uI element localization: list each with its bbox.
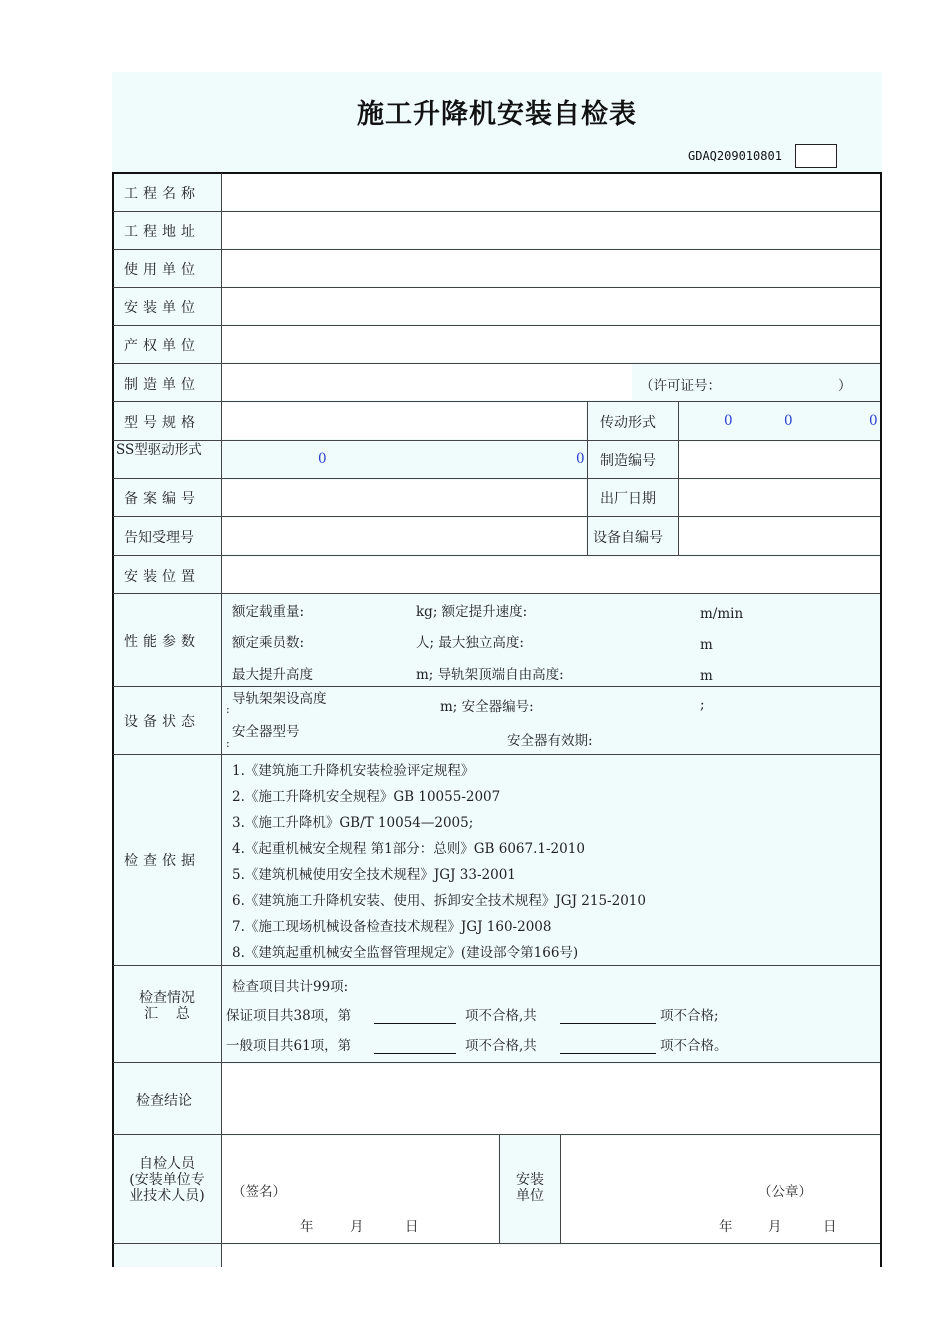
label-inspector-2: (安装单位专 <box>129 1172 205 1188</box>
guarantee-mid: 项不合格,共 <box>465 1008 537 1024</box>
manufacturer-value[interactable] <box>222 364 632 400</box>
label-install-position: 安装位置 <box>124 569 200 585</box>
label-user-unit: 使用单位 <box>124 262 200 278</box>
guide-free-label: m; 导轨架顶端自由高度: <box>416 667 564 683</box>
basis-item: 5.《建筑机械使用安全技术规程》JGJ 33-2001 <box>232 867 516 883</box>
guarantee-fail-no-field[interactable] <box>374 1023 456 1024</box>
guarantee-end: 项不合格; <box>660 1008 719 1024</box>
label-conclusion: 检查结论 <box>136 1093 192 1109</box>
row-divider <box>113 686 880 687</box>
row-divider <box>113 555 880 556</box>
row-divider <box>113 1243 880 1244</box>
row-divider <box>113 287 880 288</box>
drive-value-2: 0 <box>784 413 793 429</box>
table-right-border <box>880 172 882 1267</box>
notice-no-value[interactable] <box>222 518 586 554</box>
mid-column-divider <box>587 402 588 555</box>
serial-no-value[interactable] <box>679 442 880 478</box>
safety-model-label: 安全器型号 <box>232 724 300 740</box>
row-divider <box>113 1062 880 1063</box>
seal-year: 年 <box>719 1219 733 1235</box>
license-close: ） <box>838 378 852 394</box>
seal-month: 月 <box>768 1219 782 1235</box>
row-divider <box>113 1134 880 1135</box>
record-no-value[interactable] <box>222 480 586 516</box>
row-divider <box>113 965 880 966</box>
project-name-value[interactable] <box>222 174 880 210</box>
label-device-self-no: 设备自编号 <box>593 530 663 546</box>
install-unit-value[interactable] <box>222 288 880 324</box>
label-inspector-1: 自检人员 <box>139 1156 195 1172</box>
sign-year: 年 <box>300 1219 314 1235</box>
label-project-name: 工程名称 <box>124 186 200 202</box>
row-divider <box>113 516 880 517</box>
label-performance: 性能参数 <box>124 634 200 650</box>
basis-item: 3.《施工升降机》GB/T 10054—2005; <box>232 815 474 831</box>
form-code: GDAQ209010801 <box>688 149 782 163</box>
install-position-value[interactable] <box>222 557 880 593</box>
person-height-label: 人; 最大独立高度: <box>416 635 524 651</box>
basis-item: 2.《施工升降机安全规程》GB 10055-2007 <box>232 789 501 805</box>
row-divider <box>113 363 880 364</box>
signature-label: （签名） <box>232 1184 286 1200</box>
label-basis: 检查依据 <box>124 853 200 869</box>
guarantee-prefix: 保证项目共38项，第 <box>226 1008 352 1024</box>
form-code-box[interactable] <box>795 144 837 168</box>
drive-value-3: 0 <box>869 413 878 429</box>
label-notice-no: 告知受理号 <box>124 530 194 546</box>
label-project-address: 工程地址 <box>124 224 200 240</box>
general-mid: 项不合格,共 <box>465 1038 537 1054</box>
safety-no-semicolon: ; <box>700 697 705 713</box>
label-serial-no: 制造编号 <box>600 453 656 469</box>
factory-date-value[interactable] <box>679 480 880 516</box>
label-unit-1: 安装 <box>516 1172 544 1188</box>
table-left-border <box>112 172 114 1267</box>
label-model: 型号规格 <box>124 415 200 431</box>
m-unit-1: m <box>700 637 713 653</box>
conclusion-value[interactable] <box>222 1064 880 1134</box>
basis-item: 7.《施工现场机械设备检查技术规程》JGJ 160-2008 <box>232 919 552 935</box>
license-open: （许可证号： <box>640 378 721 394</box>
drive-value-1: 0 <box>724 413 733 429</box>
label-manufacturer: 制造单位 <box>124 377 200 393</box>
ss-value-2: 0 <box>576 451 585 467</box>
general-end: 项不合格。 <box>660 1038 728 1054</box>
basis-item: 1.《建筑施工升降机安装检验评定规程》 <box>232 763 475 779</box>
row-divider <box>113 211 880 212</box>
row-divider <box>113 401 880 402</box>
row-divider <box>113 478 880 479</box>
safety-model-colon: : <box>226 737 230 750</box>
mid-column-divider-2 <box>678 402 679 555</box>
rated-load-label: 额定载重量: <box>232 604 305 620</box>
seal-label: （公章） <box>758 1184 812 1200</box>
label-record-no: 备案编号 <box>124 491 200 507</box>
guide-height-colon: : <box>226 703 230 716</box>
form-title: 施工升降机安装自检表 <box>357 99 637 130</box>
ss-value-1: 0 <box>318 451 327 467</box>
label-ss-drive: SS型驱动形式 <box>116 442 202 458</box>
seal-day: 日 <box>823 1219 837 1235</box>
row-divider <box>113 325 880 326</box>
safety-valid-label: 安全器有效期: <box>507 733 593 749</box>
label-inspector-3: 业技术人员) <box>129 1188 205 1204</box>
label-drive-form: 传动形式 <box>600 415 656 431</box>
row-divider <box>113 440 880 441</box>
sign-column-divider-2 <box>560 1135 561 1243</box>
sign-month: 月 <box>350 1219 364 1235</box>
label-install-unit: 安装单位 <box>124 300 200 316</box>
kg-speed-label: kg; 额定提升速度: <box>416 604 528 620</box>
row-divider <box>113 593 880 594</box>
basis-item: 8.《建筑起重机械安全监督管理规定》(建设部令第166号) <box>232 945 579 961</box>
general-prefix: 一般项目共61项，第 <box>226 1038 352 1054</box>
summary-total: 检查项目共计99项: <box>232 979 349 995</box>
max-lift-label: 最大提升高度 <box>232 667 313 683</box>
label-summary-2: 汇 总 <box>144 1006 190 1022</box>
label-summary-1: 检查情况 <box>139 990 195 1006</box>
safety-no-label: m; 安全器编号: <box>440 699 534 715</box>
basis-item: 6.《建筑施工升降机安装、使用、拆卸安全技术规程》JGJ 215-2010 <box>232 893 646 909</box>
label-factory-date: 出厂日期 <box>600 491 656 507</box>
basis-item: 4.《起重机械安全规程 第1部分：总则》GB 6067.1-2010 <box>232 841 585 857</box>
table-top-border <box>112 172 882 174</box>
model-value[interactable] <box>222 403 586 439</box>
device-self-no-value[interactable] <box>679 518 880 554</box>
rated-passengers-label: 额定乘员数: <box>232 635 305 651</box>
general-fail-no-field[interactable] <box>374 1053 456 1054</box>
row-divider <box>113 754 880 755</box>
label-device-state: 设备状态 <box>124 714 200 730</box>
general-fail-count-field[interactable] <box>560 1053 656 1054</box>
label-unit-2: 单位 <box>516 1188 544 1204</box>
m-min-unit: m/min <box>700 606 744 622</box>
owner-unit-value[interactable] <box>222 326 880 362</box>
guarantee-fail-count-field[interactable] <box>560 1023 656 1024</box>
row-divider <box>113 249 880 250</box>
label-column-divider <box>221 173 222 1267</box>
label-owner-unit: 产权单位 <box>124 338 200 354</box>
guide-height-label: 导轨架架设高度 <box>232 691 327 707</box>
user-unit-value[interactable] <box>222 250 880 286</box>
project-address-value[interactable] <box>222 212 880 248</box>
sign-day: 日 <box>405 1219 419 1235</box>
m-unit-2: m <box>700 668 713 684</box>
next-row-value <box>222 1245 880 1267</box>
